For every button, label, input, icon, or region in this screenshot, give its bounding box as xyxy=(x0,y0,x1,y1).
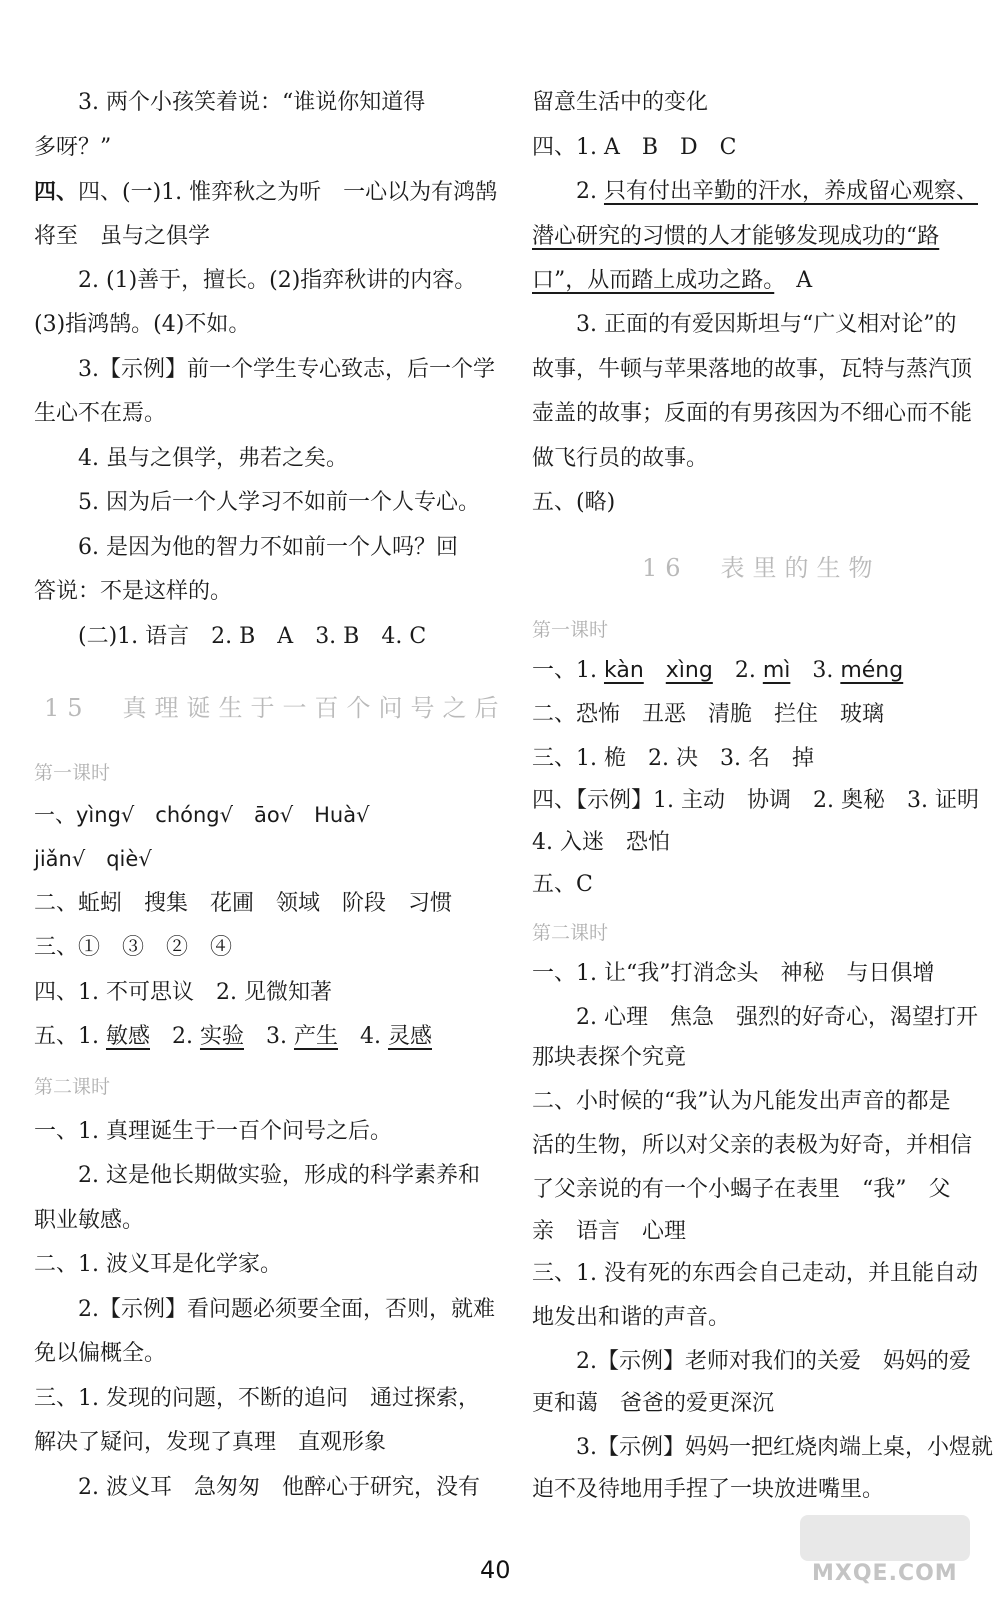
text-line: 3.【示例】前一个学生专心致志，后一个学 xyxy=(78,357,495,382)
underlined-sentence: 只有付出辛勤的汗水，养成留心观察、 xyxy=(603,179,978,204)
text-line: 将至 虽与之俱学 xyxy=(34,224,211,249)
text-span: 3. xyxy=(244,1024,294,1049)
text-line: 2.【示例】老师对我们的关爱 妈妈的爱 xyxy=(576,1349,971,1374)
text-span: 2. xyxy=(576,179,604,204)
text-line: 解决了疑问，发现了真理 直观形象 xyxy=(34,1430,387,1455)
text-line: 三、1. 桅 2. 决 3. 名 掉 xyxy=(532,746,814,771)
underlined-word: 灵感 xyxy=(387,1024,432,1049)
text-line: 4. 入迷 恐怕 xyxy=(532,830,670,855)
text-line xyxy=(532,222,939,252)
text-line: 一、1. 让“我”打消念头 神秘 与日俱增 xyxy=(532,961,935,986)
text-line: 做飞行员的故事。 xyxy=(532,446,709,471)
text-span: 2. xyxy=(712,658,763,683)
text-span: 四、(一)1. 惟弈秋之为听 一心以为有鸿鹄 xyxy=(78,180,498,205)
underlined-word: 敏感 xyxy=(105,1024,150,1049)
text-line: 二、1. 波义耳是化学家。 xyxy=(34,1252,282,1277)
text-span: 一、1. xyxy=(532,658,604,683)
subsection-heading: 第一课时 xyxy=(34,762,111,784)
text-line: 三、① ③ ② ④ xyxy=(34,935,233,960)
text-line: 壶盖的故事；反面的有男孩因为不细心而不能 xyxy=(532,401,973,426)
text-line xyxy=(34,1022,432,1052)
underlined-word: méng xyxy=(840,658,904,683)
lesson-heading: 16 表里的生物 xyxy=(642,554,881,582)
text-line: 生心不在焉。 xyxy=(34,401,167,426)
text-line: 3. 正面的有爱因斯坦与“广义相对论”的 xyxy=(576,312,957,337)
text-line: 6. 是因为他的智力不如前一个人吗？回 xyxy=(78,535,458,560)
text-line: 地发出和谐的声音。 xyxy=(532,1305,731,1330)
text-line: 四、1. 不可思议 2. 见微知著 xyxy=(34,980,332,1005)
text-line: 多呀？” xyxy=(34,135,112,160)
text-line: 免以偏概全。 xyxy=(34,1341,167,1366)
text-span: A xyxy=(774,268,813,293)
text-line: 4. 虽与之俱学，弗若之矣。 xyxy=(78,446,348,471)
text-line: 了父亲说的有一个小蝎子在表里 “我” 父 xyxy=(532,1177,951,1202)
text-line: 亲 语言 心理 xyxy=(532,1219,687,1244)
text-line: (3)指鸿鹄。(4)不如。 xyxy=(34,312,251,337)
text-line: 五、(略) xyxy=(532,490,616,515)
watermark xyxy=(800,1515,970,1589)
text-line: 2.【示例】看问题必须要全面，否则，就难 xyxy=(78,1297,495,1322)
text-line: 三、1. 没有死的东西会自己走动，并且能自动 xyxy=(532,1261,978,1286)
text-line: 五、C xyxy=(532,872,593,897)
underlined-word: xìng xyxy=(665,658,713,683)
subsection-heading: 第二课时 xyxy=(532,922,609,944)
text-line: 2. (1)善于，擅长。(2)指弈秋讲的内容。 xyxy=(78,268,477,293)
text-line: 5. 因为后一个人学习不如前一个人专心。 xyxy=(78,490,480,515)
text-line: 那块表探个究竟 xyxy=(532,1045,687,1070)
text-line: (二)1. 语言 2. B A 3. B 4. C xyxy=(78,624,427,649)
text-line xyxy=(576,177,978,207)
text-line: 3. 两个小孩笑着说：“谁说你知道得 xyxy=(78,90,426,115)
subsection-heading: 第二课时 xyxy=(34,1076,111,1098)
underlined-sentence: 潜心研究的习惯的人才能够发现成功的“路 xyxy=(532,224,940,249)
underlined-word: 产生 xyxy=(293,1024,338,1049)
text-span: 4. xyxy=(338,1024,388,1049)
text-line: jiǎn√ qiè√ xyxy=(34,847,152,871)
text-line: 故事，牛顿与苹果落地的故事，瓦特与蒸汽顶 xyxy=(532,357,973,382)
text-line: 三、1. 发现的问题，不断的追问 通过探索， xyxy=(34,1386,480,1411)
lesson-heading: 15 真理诞生于一百个问号之后 xyxy=(44,694,507,722)
watermark-url: MXQE.COM xyxy=(812,1561,958,1586)
section-label: 四、 xyxy=(34,179,79,205)
text-span: 3. xyxy=(790,658,841,683)
text-line: 2. 心理 焦急 强烈的好奇心，渴望打开 xyxy=(576,1005,978,1030)
underlined-sentence: 口”，从而踏上成功之路。 xyxy=(532,268,775,293)
text-span: 2. xyxy=(150,1024,200,1049)
page-number: 40 xyxy=(480,1556,511,1584)
text-line: 四、【示例】1. 主动 协调 2. 奥秘 3. 证明 xyxy=(532,788,979,813)
text-line: 职业敏感。 xyxy=(34,1208,145,1233)
text-line: 二、小时候的“我”认为凡能发出声音的都是 xyxy=(532,1089,951,1114)
text-line: 二、蚯蚓 搜集 花圃 领域 阶段 习惯 xyxy=(34,891,453,916)
subsection-heading: 第一课时 xyxy=(532,619,609,641)
text-line xyxy=(34,177,497,208)
text-line: 更和蔼 爸爸的爱更深沉 xyxy=(532,1391,775,1416)
underlined-word: kàn xyxy=(603,658,644,683)
text-line: 2. 波义耳 急匆匆 他醉心于研究，没有 xyxy=(78,1475,480,1500)
text-span: 五、1. xyxy=(34,1024,106,1049)
text-line: 3.【示例】妈妈一把红烧肉端上桌，小煜就 xyxy=(576,1435,993,1460)
text-line xyxy=(532,656,903,686)
text-line: 四、1. A B D C xyxy=(532,135,737,160)
text-line: 答说：不是这样的。 xyxy=(34,579,233,604)
text-line: 一、1. 真理诞生于一百个问号之后。 xyxy=(34,1119,392,1144)
text-line: 活的生物，所以对父亲的表极为好奇，并相信 xyxy=(532,1133,973,1158)
text-line: 2. 这是他长期做实验，形成的科学素养和 xyxy=(78,1163,480,1188)
underlined-word: 实验 xyxy=(199,1024,244,1049)
text-line: 一、yìng√ chóng√ āo√ Huà√ xyxy=(34,803,370,827)
text-line: 留意生活中的变化 xyxy=(532,90,709,115)
text-line: 迫不及待地用手捏了一块放进嘴里。 xyxy=(532,1477,885,1502)
underlined-word: mì xyxy=(762,658,791,683)
text-span xyxy=(644,658,666,683)
text-line xyxy=(532,266,812,296)
watermark-logo xyxy=(800,1515,970,1561)
text-line: 二、恐怖 丑恶 清脆 拦住 玻璃 xyxy=(532,702,885,727)
